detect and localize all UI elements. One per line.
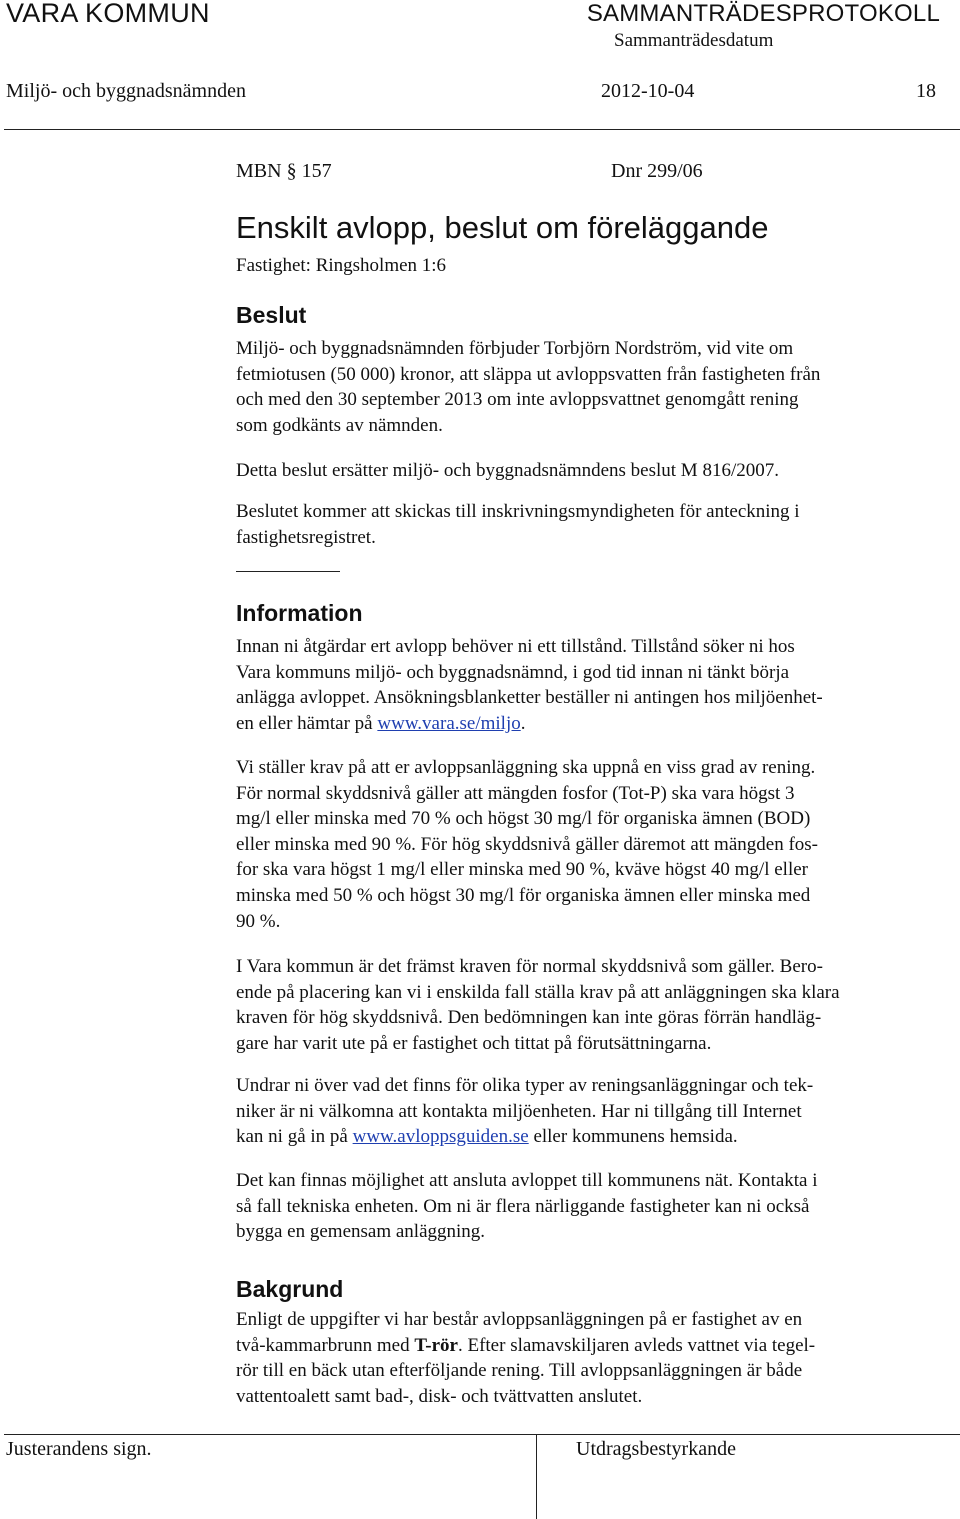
miljo-link[interactable]: www.vara.se/miljo [377, 712, 521, 734]
text-line: bygga en gemensam anläggning. [236, 1221, 486, 1243]
text-line: rör till en bäck utan efterföljande rening. Till avloppsanläggningen är både [236, 1360, 803, 1382]
property-label: Fastighet: Ringsholmen 1:6 [236, 255, 447, 276]
text-line: Undrar ni över vad det finns för olika typer av reningsanläggningar och tek- [236, 1075, 814, 1096]
information-heading: Information [236, 600, 363, 626]
meeting-date-label: Sammanträdesdatum [614, 30, 774, 51]
text-fragment: en eller hämtar på [236, 712, 378, 734]
avloppsguiden-link[interactable]: www.avloppsguiden.se [352, 1126, 529, 1148]
text-line: För normal skyddsnivå gäller att mängden fosfor (Tot-P) ska vara högst 3 [236, 782, 795, 804]
text-line: eller minska med 90 %. För hög skyddsnivå gäller däremot att mängden fos- [236, 833, 819, 855]
text-fragment: två-kammarbrunn med [236, 1334, 415, 1356]
case-number-value: 157 [301, 160, 332, 182]
beslut-paragraph-1 [236, 336, 936, 438]
text-line [236, 711, 936, 737]
case-prefix: MBN [236, 160, 282, 182]
text-line: Det kan finnas möjlighet att ansluta avloppet till kommunens nät. Kontakta i [236, 1170, 818, 1191]
text-line [236, 1333, 936, 1359]
organization-name: VARA KOMMUN [6, 0, 210, 28]
section-symbol: § [286, 160, 297, 182]
page-number: 18 [916, 80, 936, 102]
beslut-section [236, 302, 936, 329]
beslut-paragraph-3 [236, 499, 936, 550]
text-line: Vi ställer krav på att er avloppsanläggning ska uppnå en viss grad av rening. [236, 757, 816, 778]
text-line: kraven för hög skyddsnivå. Den bedömningen kan inte göras förrän handläg- [236, 1007, 822, 1029]
document-type: SAMMANTRÄDESPROTOKOLL [586, 0, 940, 27]
information-paragraph-2 [236, 755, 936, 934]
text-fragment: . [520, 712, 526, 734]
bakgrund-heading: Bakgrund [236, 1276, 344, 1302]
text-line: Detta beslut ersätter miljö- och byggnadsnämndens beslut M 816/2007. [236, 460, 779, 481]
text-line: gare har varit ute på er fastighet och tittat på förutsättningarna. [236, 1032, 712, 1054]
text-line: anlägga avloppet. Ansökningsblanketter beställer ni antingen hos miljöenhet- [236, 687, 823, 709]
text-line: Vara kommuns miljö- och byggnadsnämnd, i god tid innan ni tänkt börja [236, 661, 790, 683]
extract-certification-label: Utdragsbestyrkande [576, 1438, 736, 1460]
diary-number: Dnr 299/06 [611, 160, 703, 182]
beslut-paragraph-2 [236, 458, 936, 484]
text-line: Innan ni åtgärdar ert avlopp behöver ni ett tillstånd. Tillstånd söker ni hos [236, 636, 795, 657]
information-paragraph-1 [236, 634, 936, 736]
text-line: for ska vara högst 1 mg/l eller minska med 90 %, kväve högst 40 mg/l eller [236, 859, 808, 881]
text-line: och med den 30 september 2013 om inte avloppsvattnet genomgått rening [236, 389, 799, 411]
text-line: 90 %. [236, 910, 281, 932]
text-line: minska med 50 % och högst 30 mg/l för organiska ämnen eller minska med [236, 884, 811, 906]
information-paragraph-3 [236, 954, 936, 1056]
beslut-heading: Beslut [236, 302, 307, 328]
text-line: Miljö- och byggnadsnämnden förbjuder Torbjörn Nordström, vid vite om [236, 338, 794, 359]
text-line: niker är ni välkomna att kontakta miljöenheten. Har ni tillgång till Internet [236, 1100, 802, 1122]
bold-term: T-rör [414, 1334, 458, 1356]
bakgrund-paragraph [236, 1307, 936, 1409]
case-number [236, 160, 332, 183]
information-section [236, 600, 936, 627]
text-line: vattentoalett samt bad-, disk- och tvättvatten anslutet. [236, 1385, 643, 1407]
text-line: I Vara kommun är det främst kraven för normal skyddsnivå som gäller. Bero- [236, 956, 823, 977]
text-line: Enligt de uppgifter vi har består avloppsanläggningen på er fastighet av en [236, 1309, 803, 1330]
text-fragment: kan ni gå in på [236, 1126, 353, 1148]
meeting-date: 2012-10-04 [601, 80, 695, 102]
text-line: fastighetsregistret. [236, 526, 376, 548]
text-line: som godkänts av nämnden. [236, 414, 443, 436]
text-fragment: . Efter slamavskiljaren avleds vattnet via tegel- [457, 1334, 816, 1356]
text-line: Beslutet kommer att skickas till inskrivningsmyndigheten för anteckning i [236, 501, 800, 522]
text-line: mg/l eller minska med 70 % och högst 30 mg/l för organiska ämnen (BOD) [236, 808, 811, 830]
information-paragraph-5 [236, 1168, 936, 1245]
case-title: Enskilt avlopp, beslut om föreläggande [236, 210, 769, 245]
information-paragraph-4 [236, 1073, 936, 1150]
bakgrund-section [236, 1276, 936, 1303]
board-name: Miljö- och byggnadsnämnden [6, 80, 246, 102]
text-line [236, 1124, 936, 1150]
text-line: ende på placering kan vi i enskilda fall ställa krav på att anläggningen ska klara [236, 981, 840, 1003]
text-fragment: eller kommunens hemsida. [528, 1126, 738, 1148]
footer-divider [4, 1434, 960, 1435]
section-separator [236, 571, 340, 572]
header-divider [4, 129, 960, 130]
adjuster-signature-label: Justerandens sign. [6, 1438, 152, 1460]
text-line: så fall tekniska enheten. Om ni är flera närliggande fastigheter kan ni också [236, 1195, 810, 1217]
footer-column-divider [536, 1434, 537, 1519]
text-line: fetmiotusen (50 000) kronor, att släppa ut avloppsvatten från fastigheten från [236, 363, 821, 385]
